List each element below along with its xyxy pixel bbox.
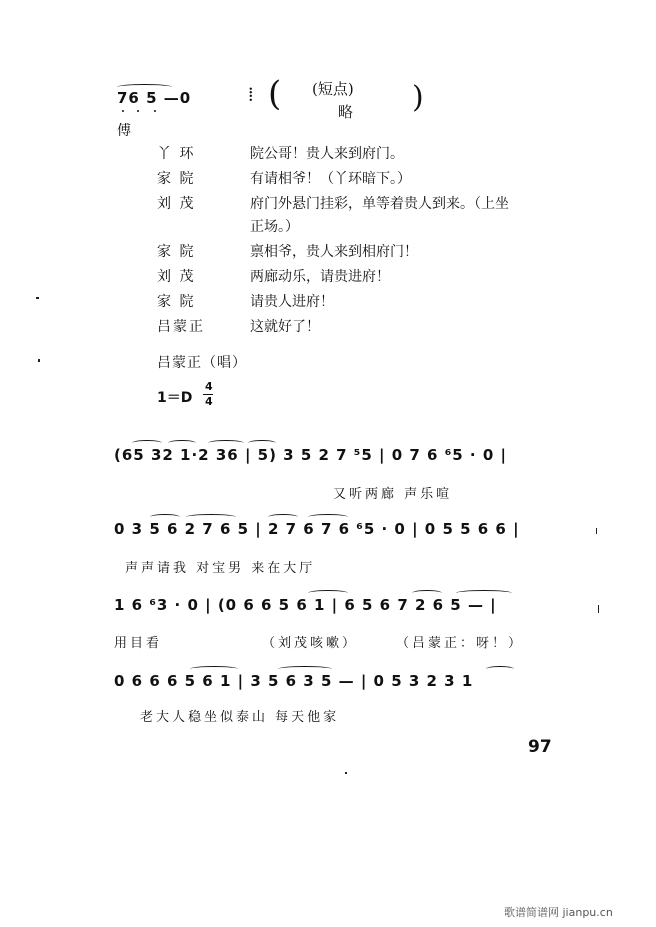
slur-mark [278, 666, 332, 672]
lyrics-line: 声声请我 对宝男 来在大厅 [125, 561, 316, 576]
dialogue-line: 正场。） [250, 219, 299, 235]
lyrics-line: 老大人稳坐似泰山 每天他家 [140, 710, 340, 725]
paren-close: ) [412, 80, 424, 115]
dialogue-role: 家 院 [157, 294, 196, 310]
lyrics-line: 又听两廊 声乐喧 [333, 487, 453, 502]
octave-dot [154, 110, 156, 112]
slur-mark [186, 514, 236, 520]
time-signature-bottom: 4 [205, 395, 213, 408]
scan-speck [38, 359, 40, 362]
octave-dot [137, 110, 139, 112]
octave-dot [122, 110, 124, 112]
scan-speck [36, 297, 39, 299]
stage-aside: （刘茂咳嗽） [262, 636, 359, 651]
slur-mark [117, 84, 172, 90]
dialogue-role: 吕蒙正 [157, 319, 205, 335]
dialogue-role: 刘 茂 [157, 196, 196, 212]
slur-mark [308, 590, 348, 596]
scan-speck [598, 605, 599, 613]
slur-mark [150, 514, 180, 520]
dialogue-role: 家 院 [157, 244, 196, 260]
score-notes-row: 1 6 ⁶3 · 0 | (0 6 6 5 6 1 | 6 5 6 7 2 6 5 — | [114, 596, 497, 614]
bar-line: ⁞ [248, 82, 254, 106]
dialogue-line: 两廊动乐，请贵进府！ [250, 269, 390, 285]
intro-notes: 76 5 —0 [117, 89, 192, 107]
scan-speck [345, 772, 347, 774]
score-notes-row: 0 6 6 6 5 6 1 | 3 5 6 3 5 — | 0 5 3 2 3 1 [114, 672, 474, 690]
intro-paren-text: 略 [338, 103, 354, 121]
site-watermark: 歌谱简谱网 jianpu.cn [504, 906, 613, 919]
dialogue-line: 这就好了！ [250, 319, 320, 335]
slur-mark [412, 590, 442, 596]
score-notes-row: (65 32 1·2 36 | 5) 3 5 2 7 ⁵5 | 0 7 6 ⁶5 · 0 | [114, 446, 507, 464]
slur-mark [248, 440, 276, 446]
dialogue-role-prefix: 傅 [117, 123, 133, 139]
dialogue-role: 丫 环 [157, 146, 196, 162]
lyrics-line: 用目看 [114, 636, 163, 651]
score-notes-row: 0 3 5 6 2 7 6 5 | 2 7 6 7 6 ⁶5 · 0 | 0 5 5 6 6 | [114, 520, 520, 538]
dialogue-line: 院公哥！贵人来到府门。 [250, 146, 404, 162]
dialogue-role: 刘 茂 [157, 269, 196, 285]
slur-mark [486, 666, 514, 672]
dialogue-line: 府门外悬门挂彩，单等着贵人到来。（上坐 [250, 196, 509, 212]
slur-mark [308, 514, 348, 520]
slur-mark [190, 666, 238, 672]
dialogue-line: 请贵人进府！ [250, 294, 334, 310]
dialogue-role: 家 院 [157, 171, 196, 187]
page-number: 97 [528, 737, 552, 757]
time-signature-top: 4 [205, 380, 213, 393]
key-signature: 1＝D [157, 390, 193, 406]
dialogue-line: 有请相爷！（丫环暗下。） [250, 171, 411, 187]
scan-speck [596, 528, 597, 534]
slur-mark [456, 590, 512, 596]
intro-paren-label: (短点) [312, 80, 354, 98]
stage-aside: （吕蒙正：呀！） [396, 636, 525, 651]
dialogue-line: 禀相爷，贵人来到相府门！ [250, 244, 418, 260]
slur-mark [268, 514, 298, 520]
slur-mark [208, 440, 244, 446]
song-title: 吕蒙正（唱） [157, 355, 247, 371]
slur-mark [168, 440, 196, 446]
slur-mark [132, 440, 162, 446]
paren-open: ( [268, 74, 282, 114]
